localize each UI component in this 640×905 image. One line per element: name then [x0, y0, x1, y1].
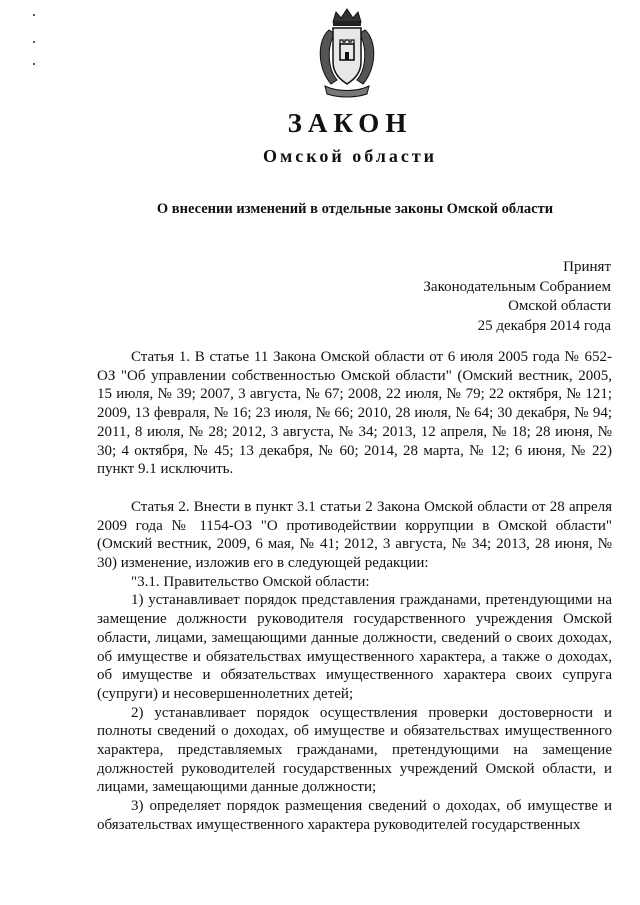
list-item: 2) устанавливает порядок осуществления проверки достоверности и полноты сведений о доходах, об имуществе и обязательствах имущественного характера, представляемых гражданами, претендующими на замещение должностей руководителей государственных учреждений Омской области, и лицами, замещающими данные должности;: [97, 704, 612, 796]
list-item: 3) определяет порядок размещения сведений о доходах, об имуществе и обязательствах имущественного характера руководителей государственных: [97, 798, 612, 833]
document-subject: О внесении изменений в отдельные законы Омской области: [156, 201, 554, 217]
document-title: ЗАКОН: [287, 108, 413, 138]
scan-mark: [33, 41, 35, 43]
article-1: Статья 1. В статье 11 Закона Омской области от 6 июля 2005 года № 652-ОЗ "Об управлении собственностью Омской области" (Омский вестник, 2005, 15 июля, № 39; 2007, 3 августа, № 67; 2008, 22 июля, № 79; 22 октября, № 121; 2009, 13 февраля, № 16; 23 июля, № 66; 2010, 28 июля, № 64; 30 декабря, № 94; 2011, 8 июля, № 28; 2012, 3 августа, № 34; 2013, 12 апреля, № 18; 28 июня, № 30; 4 октября, № 45; 13 декабря, № 60; 2014, 28 марта, № 12; 6 июня, № 22) пункт 9.1 исключить.: [97, 349, 612, 478]
document-subtitle: Омской области: [262, 146, 438, 166]
scan-mark: [33, 14, 35, 16]
adoption-block: [423, 258, 611, 336]
adoption-date: 25 декабря 2014 года: [477, 317, 611, 334]
list-item: 1) устанавливает порядок представления гражданами, претендующими на замещение должности руководителя государственного учреждения Омской области, лицами, замещающими данные должности, сведений о своих доходах, об имуществе и обязательствах имущественного характера, а также о доходах, об имуществе и обязательствах имущественного характера своих супруга (супруги) и несовершеннолетних детей;: [97, 592, 612, 702]
adoption-line: Законодательным Собранием: [423, 278, 611, 295]
adoption-line: Принят: [563, 259, 611, 275]
coat-of-arms-icon: [311, 6, 383, 98]
adoption-line: Омской области: [508, 298, 611, 314]
paragraph-3-1: "3.1. Правительство Омской области:: [131, 573, 370, 590]
scan-mark: [33, 63, 35, 65]
article-2: Статья 2. Внести в пункт 3.1 статьи 2 Закона Омской области от 28 апреля 2009 года № 1154-ОЗ "О противодействии коррупции в Омской области" (Омский вестник, 2009, 6 мая, № 41; 2012, 3 августа, № 34; 2013, 28 июня, № 30) изменение, изложив его в следующей редакции:: [97, 498, 612, 572]
document-body: [97, 348, 612, 835]
